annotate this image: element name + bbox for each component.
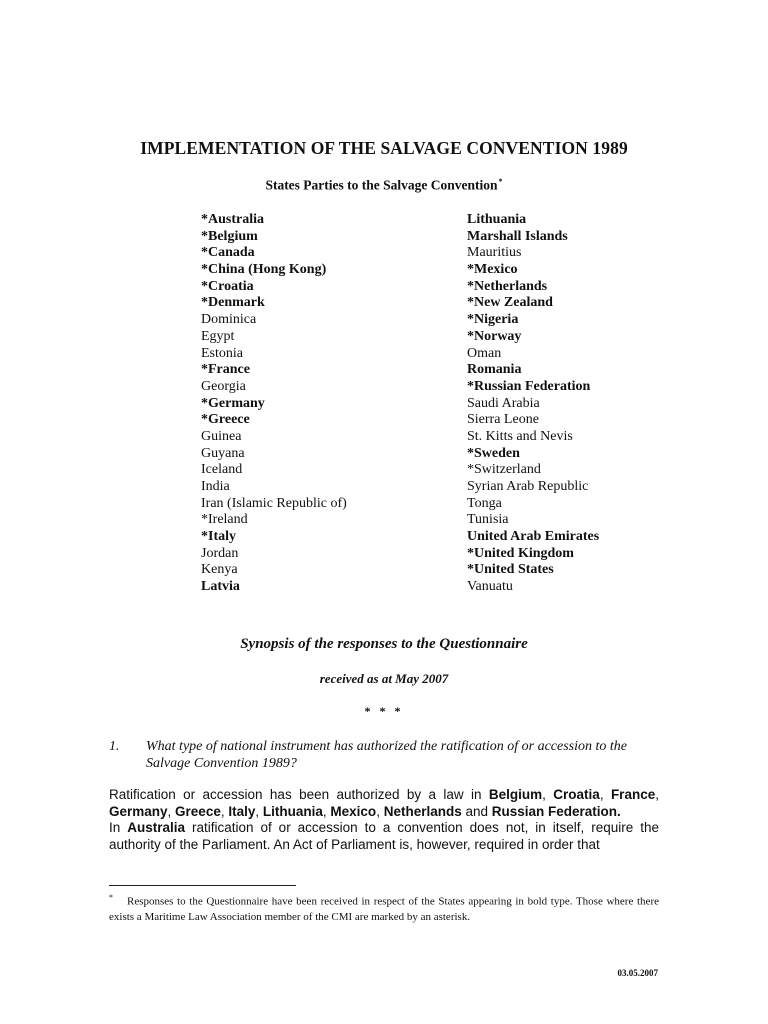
text-run: and <box>461 803 492 819</box>
state-name-bold: Lithuania <box>262 803 323 819</box>
state-party-item: *Nigeria <box>467 312 519 328</box>
state-party-item: St. Kitts and Nevis <box>467 428 573 444</box>
state-party-item: *New Zealand <box>467 295 553 311</box>
state-party-item: Saudi Arabia <box>467 395 540 411</box>
text-run: , <box>599 787 611 802</box>
state-party-item: Jordan <box>201 545 239 561</box>
state-name-bold: Australia <box>127 820 186 836</box>
states-list-right <box>467 212 599 596</box>
state-party-item: Mauritius <box>467 245 522 261</box>
state-party-item: United Arab Emirates <box>467 529 600 545</box>
state-party-item: Sierra Leone <box>467 412 539 428</box>
state-party-item: Guyana <box>201 445 245 461</box>
section-subtitle <box>0 177 768 194</box>
state-party-item: Oman <box>467 345 502 361</box>
received-date-line: received as at May 2007 <box>319 671 449 686</box>
answer-paragraph <box>109 820 659 853</box>
state-name-bold: Russian Federation. <box>491 803 621 819</box>
answer-paragraph <box>109 787 659 820</box>
text-run: ratification of or accession to a convention does not, in itself, require the authority of the Parliament. An Act of Parliament is, however, required in order that <box>109 820 660 852</box>
state-party-item: Egypt <box>201 328 235 344</box>
state-party-item: *Sweden <box>467 445 520 461</box>
state-party-item: Lithuania <box>467 212 527 227</box>
states-list-left <box>201 212 347 596</box>
footnote <box>109 890 659 925</box>
state-party-item: Iceland <box>201 462 243 478</box>
state-party-item: Guinea <box>201 428 242 444</box>
state-party-item: Iran (Islamic Republic of) <box>201 495 347 511</box>
state-party-item: Vanuatu <box>467 579 513 595</box>
section-separator: * * * <box>364 704 404 718</box>
state-party-item: Marshall Islands <box>467 228 568 244</box>
footnote-mark: * <box>109 893 113 902</box>
state-party-item: India <box>201 479 230 494</box>
state-party-item: *Norway <box>467 328 522 344</box>
state-party-item: *Netherlands <box>467 278 548 294</box>
state-party-item: *Canada <box>201 245 255 261</box>
state-name-bold: Italy <box>228 803 256 819</box>
answer-body <box>109 787 659 853</box>
document-date: 03.05.2007 <box>617 968 658 978</box>
state-name-bold: Germany <box>109 803 168 819</box>
question-text: What type of national instrument has authorized the ratification of or accession to the Salvage Convention 1989? <box>146 739 628 771</box>
text-run: , <box>655 787 659 802</box>
state-party-item: Tunisia <box>467 512 509 528</box>
state-name-bold: France <box>610 787 656 802</box>
text-run: , <box>167 803 176 819</box>
state-party-item: *Australia <box>201 212 264 227</box>
state-party-item: *United Kingdom <box>467 545 574 561</box>
state-name-bold: Belgium <box>488 787 543 802</box>
state-party-item: *Belgium <box>201 228 258 244</box>
state-party-item: Estonia <box>201 345 243 361</box>
state-party-item: Latvia <box>201 579 240 595</box>
footnote-text: Responses to the Questionnaire have been received in respect of the States appearing in bold type. Those where there exists a Maritime Law Association member of the CMI are marked by an asterisk. <box>109 895 659 923</box>
state-party-item: *Italy <box>201 529 236 545</box>
state-party-item: Romania <box>467 362 522 378</box>
footnote-divider <box>109 885 296 886</box>
state-party-item: Dominica <box>201 312 257 328</box>
state-name-bold: Croatia <box>553 787 600 802</box>
state-party-item: Georgia <box>201 378 246 394</box>
text-run: Ratification or accession has been authorized by a law in <box>109 787 489 802</box>
state-name-bold: Greece <box>175 803 221 819</box>
state-party-item: Tonga <box>467 495 502 511</box>
state-party-item: *Denmark <box>201 295 265 311</box>
state-party-item: *Russian Federation <box>467 378 591 394</box>
state-party-item: *Switzerland <box>467 462 541 478</box>
state-party-item: *Germany <box>201 395 265 411</box>
text-run: , <box>220 803 229 819</box>
state-party-item: *Greece <box>201 412 250 428</box>
text-run: , <box>542 787 554 802</box>
page-title: IMPLEMENTATION OF THE SALVAGE CONVENTION 1989 <box>140 138 628 158</box>
state-party-item: Syrian Arab Republic <box>467 479 589 494</box>
text-run: In <box>109 820 128 836</box>
state-party-item: *United States <box>467 562 554 578</box>
state-party-item: *France <box>201 362 250 378</box>
state-name-bold: Mexico <box>330 803 377 819</box>
state-party-item: *China (Hong Kong) <box>201 262 327 278</box>
text-run: , <box>255 803 263 819</box>
state-party-item: Kenya <box>201 562 238 578</box>
text-run: , <box>376 803 384 819</box>
subtitle-text: States Parties to the Salvage Convention <box>265 177 498 193</box>
footnote-reference: * <box>498 177 503 186</box>
state-party-item: *Croatia <box>201 278 254 294</box>
state-name-bold: Netherlands <box>383 803 462 819</box>
synopsis-heading: Synopsis of the responses to the Questionnaire <box>240 636 528 652</box>
question-number: 1. <box>109 739 120 754</box>
text-run: , <box>322 803 331 819</box>
state-party-item: *Mexico <box>467 262 518 278</box>
state-party-item: *Ireland <box>201 512 248 528</box>
